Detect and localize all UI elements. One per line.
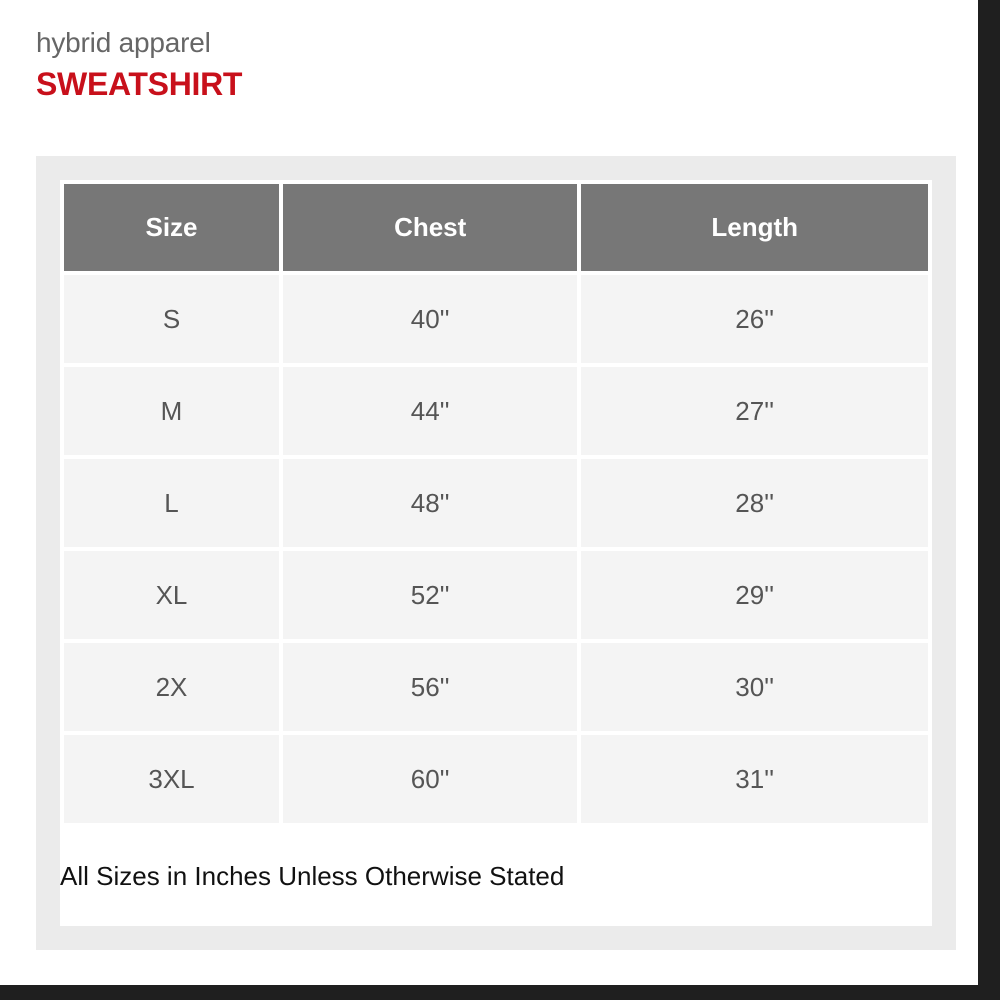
chest-cell: 56'': [283, 643, 577, 731]
chest-cell: 40'': [283, 275, 577, 363]
size-cell: M: [64, 367, 279, 455]
table-row: [64, 367, 928, 455]
size-chart-card: [60, 180, 932, 926]
chest-cell: 60'': [283, 735, 577, 823]
table-row: [64, 459, 928, 547]
column-header-size: Size: [64, 184, 279, 271]
size-cell: L: [64, 459, 279, 547]
length-cell: 28'': [581, 459, 928, 547]
product-title: SWEATSHIRT: [36, 66, 243, 102]
column-header-chest: Chest: [283, 184, 577, 271]
table-row: [64, 735, 928, 823]
length-cell: 30'': [581, 643, 928, 731]
length-cell: 31'': [581, 735, 928, 823]
chest-cell: 52'': [283, 551, 577, 639]
length-cell: 27'': [581, 367, 928, 455]
units-note: All Sizes in Inches Unless Otherwise Stated: [60, 861, 565, 891]
length-cell: 26'': [581, 275, 928, 363]
size-chart-panel: [36, 156, 956, 950]
size-cell: 2X: [64, 643, 279, 731]
size-table: [60, 180, 932, 827]
size-cell: S: [64, 275, 279, 363]
table-header-row: [64, 184, 928, 271]
column-header-length: Length: [581, 184, 928, 271]
brand-name: hybrid apparel: [36, 27, 211, 58]
chest-cell: 44'': [283, 367, 577, 455]
size-cell: XL: [64, 551, 279, 639]
table-row: [64, 275, 928, 363]
table-row: [64, 551, 928, 639]
chest-cell: 48'': [283, 459, 577, 547]
length-cell: 29'': [581, 551, 928, 639]
size-cell: 3XL: [64, 735, 279, 823]
table-row: [64, 643, 928, 731]
